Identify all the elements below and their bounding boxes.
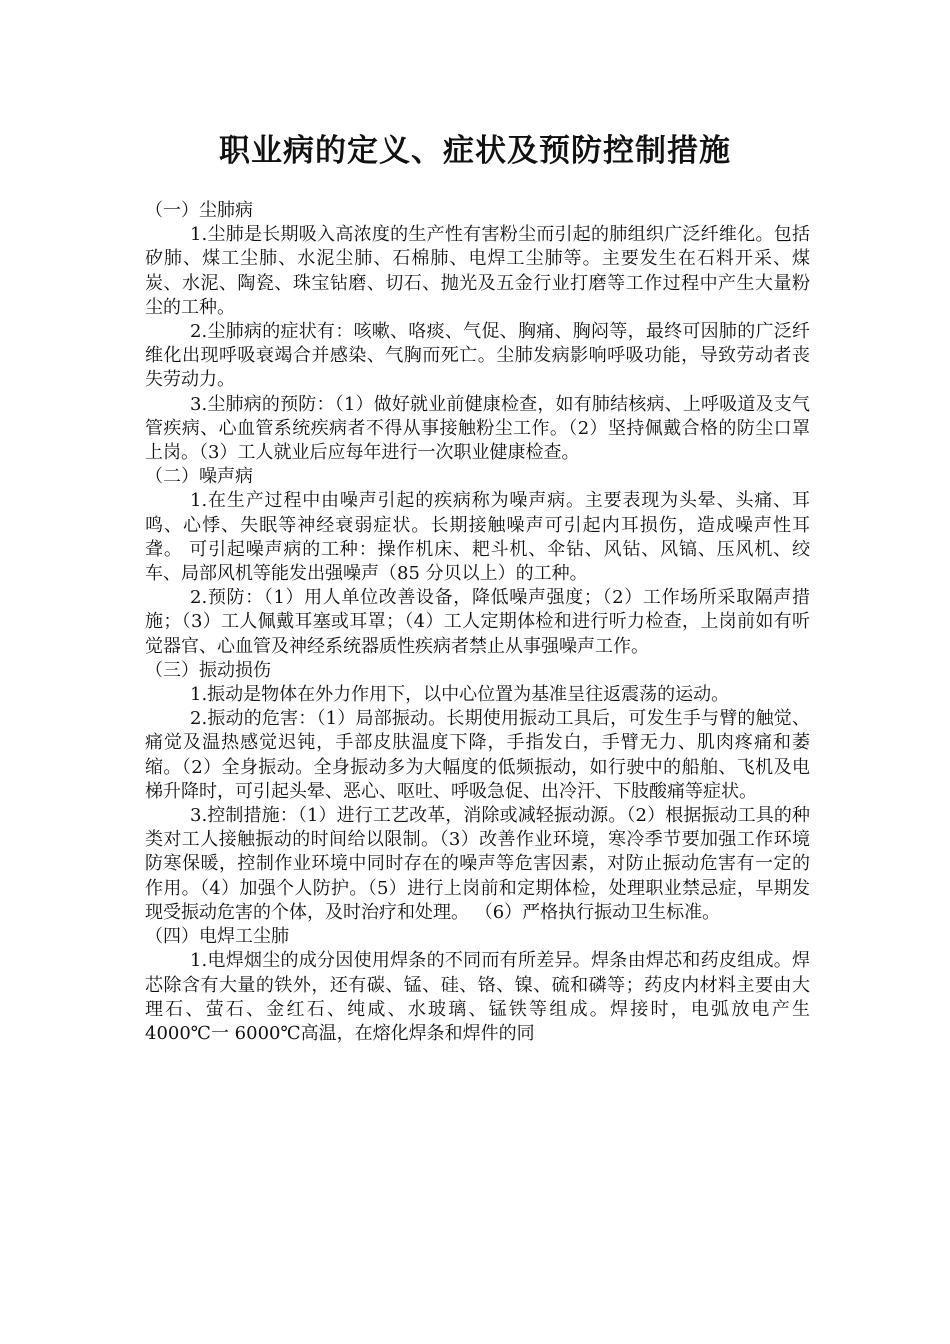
paragraph: 2.预防：（1）用人单位改善设备，降低噪声强度；（2）工作场所采取隔声措施；（3）工人佩戴耳塞或耳罩；（4）工人定期体检和进行听力检查，上岗前如有听觉器官、心血管及神经系统器质性疾病者禁止从事强噪声工作。	[145, 587, 810, 657]
paragraph: 1.电焊烟尘的成分因使用焊条的不同而有所差异。焊条由焊芯和药皮组成。焊芯除含有大量的铁外，还有碳、锰、硅、铬、镍、硫和磷等；药皮内材料主要由大理石、萤石、金红石、纯咸、水玻璃、锰铁等组成。焊接时，电弧放电产生 4000℃一 6000℃高温，在熔化焊条和焊件的同	[145, 950, 810, 1044]
paragraph: 1.振动是物体在外力作用下，以中心位置为基准呈往返震荡的运动。	[190, 684, 730, 706]
paragraph: 1.在生产过程中由噪声引起的疾病称为噪声病。主要表现为头晕、头痛、耳鸣、心悸、失眠等神经衰弱症状。长期接触噪声可引起内耳损伤，造成噪声性耳聋。 可引起噪声病的工种：操作机床、耙斗机、伞钻、风钻、风镐、压风机、绞车、局部风机等能发出强噪声（85 分贝以上）的工种。	[145, 490, 810, 585]
paragraph: 2.振动的危害：（1）局部振动。长期使用振动工具后，可发生手与臂的触觉、痛觉及温热感觉迟钝，手部皮肤温度下降，手指发白，手臂无力、肌肉疼痛和萎缩。（2）全身振动。全身振动多为大幅度的低频振动，如行驶中的船舶、飞机及电梯升降时，可引起头晕、恶心、呕吐、呼吸急促、出冷汗、下肢酸痛等症状。	[145, 708, 810, 802]
section-heading: （四）电焊工尘肺	[145, 926, 289, 948]
paragraph: 1.尘肺是长期吸入高浓度的生产性有害粉尘而引起的肺组织广泛纤维化。包括矽肺、煤工尘肺、水泥尘肺、石棉肺、电焊工尘肺等。主要发生在石料开采、煤炭、水泥、陶瓷、珠宝钻磨、切石、抛光及五金行业打磨等工作过程中产生大量粉尘的工种。	[145, 224, 810, 318]
section-heading: （二）噪声病	[145, 466, 253, 488]
paragraph: 3.控制措施：（1）进行工艺改革，消除或减轻振动源。（2）根据振动工具的种类对工人接触振动的时间给以限制。（3）改善作业环境，寒冷季节要加强工作环境防寒保暖，控制作业环境中同时存在的噪声等危害因素，对防止振动危害有一定的作用。（4）加强个人防护。（5）进行上岗前和定期体检，处理职业禁忌症，早期发现受振动危害的个体，及时治疗和处理。 （6）严格执行振动卫生标准。	[145, 805, 810, 923]
section-heading: （一）尘肺病	[145, 200, 253, 221]
document-body	[145, 199, 810, 1046]
paragraph: 2.尘肺病的症状有：咳嗽、咯痰、气促、胸痛、胸闷等，最终可因肺的广泛纤维化出现呼吸衰竭合并感染、气胸而死亡。尘肺发病影响呼吸功能，导致劳动者丧失劳动力。	[145, 321, 810, 391]
paragraph: 3.尘肺病的预防：（1）做好就业前健康检查，如有肺结核病、上呼吸道及支气管疾病、心血管系统疾病者不得从事接触粉尘工作。（2）坚持佩戴合格的防尘口罩上岗。（3）工人就业后应每年进行一次职业健康检查。	[145, 393, 810, 464]
document-title: 职业病的定义、症状及预防控制措施	[219, 133, 731, 169]
section-heading: （三）振动损伤	[145, 659, 271, 681]
